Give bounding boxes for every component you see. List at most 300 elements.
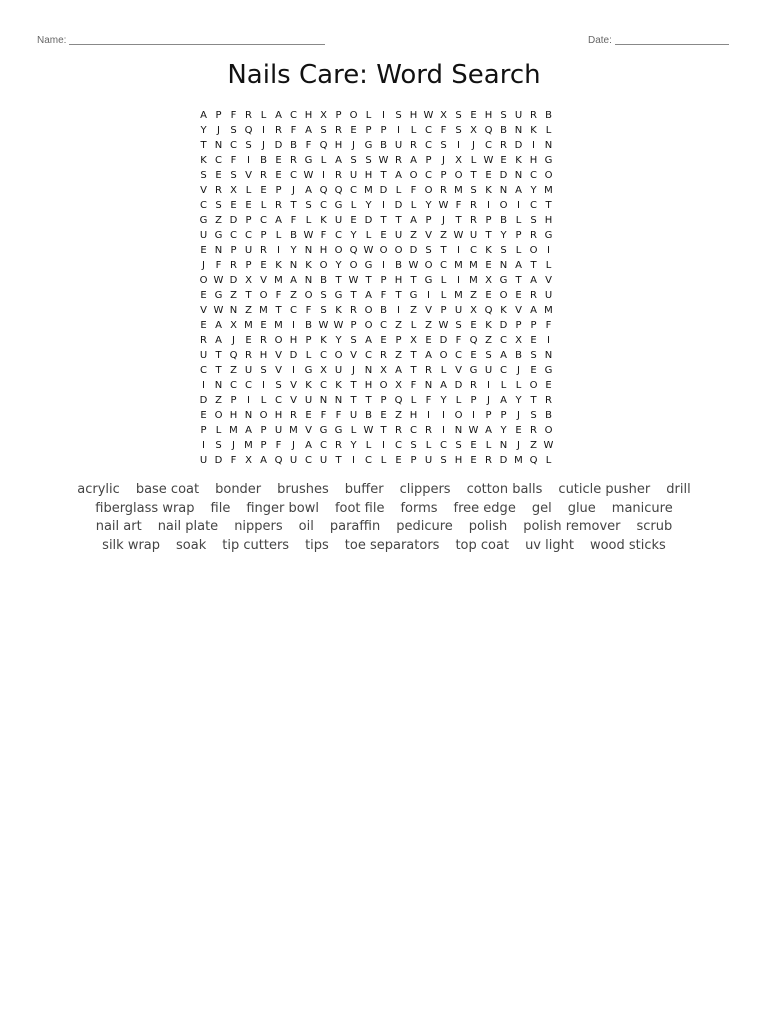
grid-letter: C — [245, 380, 252, 391]
grid-letter: J — [472, 140, 475, 151]
grid-letter: L — [350, 425, 357, 436]
grid-letter: C — [425, 170, 432, 181]
grid-letter: I — [382, 440, 385, 451]
grid-letter: F — [230, 110, 237, 121]
grid-letter: C — [440, 260, 447, 271]
grid-letter: H — [529, 155, 538, 166]
grid-letter: I — [517, 200, 520, 211]
grid-letter: N — [499, 440, 508, 451]
grid-letter: W — [303, 230, 314, 241]
grid-letter: O — [454, 410, 463, 421]
grid-letter: V — [290, 380, 297, 391]
grid-letter: Y — [530, 185, 537, 196]
word-item: cuticle pusher — [558, 482, 651, 497]
word-item: acrylic — [77, 482, 120, 497]
grid-letter: R — [425, 425, 432, 436]
grid-letter: P — [515, 320, 522, 331]
grid-letter: L — [440, 275, 447, 286]
grid-letter: U — [319, 455, 328, 466]
grid-letter: E — [215, 170, 222, 181]
name-field[interactable] — [37, 35, 325, 46]
grid-letter: U — [544, 290, 553, 301]
grid-letter: P — [485, 215, 492, 226]
grid-letter: L — [470, 155, 477, 166]
grid-letter: N — [544, 140, 553, 151]
grid-letter: R — [440, 185, 447, 196]
grid-letter: I — [202, 440, 205, 451]
grid-letter: O — [334, 350, 343, 361]
grid-letter: P — [470, 395, 477, 406]
grid-letter: C — [230, 230, 237, 241]
grid-letter: R — [530, 290, 537, 301]
grid-letter: P — [440, 170, 447, 181]
grid-letter: D — [364, 215, 373, 226]
word-item: brushes — [277, 482, 329, 497]
grid-letter: L — [545, 260, 552, 271]
grid-letter: S — [455, 125, 462, 136]
grid-letter: R — [410, 140, 417, 151]
grid-letter: C — [215, 155, 222, 166]
grid-letter: A — [335, 155, 342, 166]
grid-letter: X — [320, 365, 327, 376]
grid-letter: H — [409, 110, 418, 121]
grid-letter: C — [290, 110, 297, 121]
grid-letter: P — [230, 395, 237, 406]
grid-row — [196, 108, 556, 123]
word-item: scrub — [636, 519, 673, 534]
grid-letter: T — [440, 245, 447, 256]
grid-letter: K — [485, 185, 492, 196]
grid-letter: U — [274, 425, 283, 436]
grid-letter: M — [544, 305, 553, 316]
grid-letter: R — [545, 395, 552, 406]
grid-letter: N — [214, 245, 223, 256]
grid-letter: R — [350, 305, 357, 316]
date-field[interactable] — [588, 35, 729, 46]
grid-letter: S — [425, 245, 432, 256]
grid-letter: G — [214, 290, 223, 301]
grid-letter: V — [200, 185, 207, 196]
word-item: nail plate — [157, 519, 219, 534]
grid-letter: G — [214, 230, 223, 241]
grid-letter: C — [305, 455, 312, 466]
grid-letter: M — [229, 425, 238, 436]
date-line[interactable] — [615, 44, 729, 45]
grid-letter: C — [230, 140, 237, 151]
grid-letter: Z — [230, 290, 237, 301]
grid-letter: Y — [335, 260, 342, 271]
grid-letter: S — [395, 110, 402, 121]
grid-letter: S — [200, 170, 207, 181]
grid-letter: S — [455, 110, 462, 121]
grid-letter: C — [320, 440, 327, 451]
grid-letter: E — [200, 320, 207, 331]
grid-letter: M — [259, 305, 268, 316]
grid-letter: S — [350, 335, 357, 346]
grid-letter: Y — [425, 200, 432, 211]
grid-letter: Z — [215, 395, 222, 406]
grid-letter: E — [380, 410, 387, 421]
word-line — [40, 518, 728, 537]
grid-letter: R — [470, 200, 477, 211]
grid-letter: L — [410, 125, 417, 136]
word-item: nail art — [95, 519, 142, 534]
grid-letter: K — [530, 125, 537, 136]
grid-letter: I — [427, 410, 430, 421]
grid-letter: N — [514, 170, 523, 181]
grid-letter: E — [305, 410, 312, 421]
grid-row — [196, 288, 556, 303]
grid-letter: E — [260, 185, 267, 196]
grid-letter: O — [379, 245, 388, 256]
grid-letter: M — [244, 320, 253, 331]
grid-letter: U — [199, 230, 208, 241]
grid-letter: I — [442, 425, 445, 436]
grid-letter: I — [247, 155, 250, 166]
grid-letter: T — [410, 365, 417, 376]
grid-letter: A — [500, 395, 507, 406]
grid-letter: K — [320, 335, 327, 346]
grid-letter: E — [245, 335, 252, 346]
word-item: uv light — [525, 537, 574, 553]
grid-letter: P — [260, 425, 267, 436]
date-label: Date: — [588, 35, 612, 46]
grid-letter: B — [320, 275, 327, 286]
grid-letter: O — [529, 245, 538, 256]
grid-letter: Z — [410, 230, 417, 241]
grid-letter: E — [245, 200, 252, 211]
grid-letter: Z — [425, 320, 432, 331]
grid-letter: A — [305, 440, 312, 451]
grid-letter: V — [290, 395, 297, 406]
grid-letter: A — [410, 215, 417, 226]
grid-letter: W — [363, 245, 374, 256]
word-item: tips — [305, 537, 329, 553]
grid-letter: C — [530, 200, 537, 211]
grid-letter: R — [335, 440, 342, 451]
grid-letter: B — [500, 215, 507, 226]
grid-letter: C — [425, 125, 432, 136]
grid-letter: I — [457, 275, 460, 286]
grid-letter: O — [544, 170, 553, 181]
grid-letter: M — [274, 275, 283, 286]
grid-letter: I — [547, 245, 550, 256]
grid-letter: L — [500, 380, 507, 391]
grid-letter: M — [544, 185, 553, 196]
grid-letter: R — [530, 110, 537, 121]
grid-letter: E — [470, 320, 477, 331]
grid-letter: R — [290, 155, 297, 166]
grid-letter: I — [382, 110, 385, 121]
word-item: fiberglass wrap — [95, 500, 195, 516]
grid-letter: R — [530, 230, 537, 241]
grid-letter: W — [483, 155, 494, 166]
grid-letter: H — [319, 245, 328, 256]
grid-letter: F — [380, 290, 387, 301]
grid-letter: U — [334, 215, 343, 226]
grid-letter: S — [530, 350, 537, 361]
grid-letter: O — [454, 170, 463, 181]
grid-row — [196, 318, 556, 333]
grid-letter: D — [214, 455, 223, 466]
grid-letter: Q — [484, 305, 493, 316]
grid-letter: G — [319, 425, 328, 436]
grid-letter: E — [395, 455, 402, 466]
grid-letter: L — [545, 125, 552, 136]
grid-letter: T — [380, 215, 387, 226]
grid-letter: T — [350, 380, 357, 391]
grid-row — [196, 273, 556, 288]
grid-letter: W — [348, 275, 359, 286]
grid-letter: M — [469, 260, 478, 271]
grid-letter: D — [499, 455, 508, 466]
word-item: tip cutters — [222, 537, 290, 553]
grid-letter: Z — [530, 440, 537, 451]
grid-letter: F — [545, 320, 552, 331]
grid-letter: W — [363, 425, 374, 436]
grid-letter: N — [319, 395, 328, 406]
grid-letter: K — [515, 155, 522, 166]
grid-letter: X — [320, 110, 327, 121]
grid-letter: T — [275, 305, 282, 316]
grid-letter: H — [409, 410, 418, 421]
grid-letter: V — [425, 305, 432, 316]
grid-letter: X — [485, 275, 492, 286]
grid-letter: H — [274, 410, 283, 421]
grid-letter: K — [305, 260, 312, 271]
grid-letter: Z — [410, 305, 417, 316]
grid-letter: Y — [440, 395, 447, 406]
grid-letter: L — [440, 365, 447, 376]
word-item: oil — [298, 519, 314, 534]
grid-row — [196, 348, 556, 363]
grid-letter: R — [200, 335, 207, 346]
grid-row — [196, 303, 556, 318]
grid-letter: S — [500, 110, 507, 121]
grid-row — [196, 423, 556, 438]
grid-letter: Z — [485, 335, 492, 346]
grid-letter: I — [472, 410, 475, 421]
grid-letter: P — [410, 455, 417, 466]
grid-letter: Z — [290, 290, 297, 301]
grid-letter: H — [364, 380, 373, 391]
grid-letter: H — [259, 350, 268, 361]
grid-letter: B — [305, 320, 312, 331]
grid-letter: B — [545, 410, 552, 421]
grid-letter: Q — [319, 185, 328, 196]
grid-letter: P — [230, 245, 237, 256]
grid-letter: L — [245, 185, 252, 196]
grid-letter: L — [215, 425, 222, 436]
grid-letter: G — [544, 155, 553, 166]
grid-letter: D — [229, 215, 238, 226]
grid-letter: A — [515, 260, 522, 271]
grid-letter: I — [382, 260, 385, 271]
grid-row — [196, 258, 556, 273]
grid-letter: W — [333, 320, 344, 331]
grid-letter: A — [500, 350, 507, 361]
grid-letter: R — [245, 110, 252, 121]
grid-letter: P — [380, 395, 387, 406]
grid-letter: P — [530, 320, 537, 331]
grid-letter: T — [350, 290, 357, 301]
grid-letter: L — [260, 395, 267, 406]
grid-letter: G — [364, 140, 373, 151]
grid-letter: X — [245, 455, 252, 466]
grid-letter: W — [453, 230, 464, 241]
grid-letter: W — [303, 170, 314, 181]
grid-letter: L — [260, 200, 267, 211]
grid-letter: V — [260, 275, 267, 286]
grid-letter: X — [230, 320, 237, 331]
grid-letter: N — [304, 245, 313, 256]
grid-letter: X — [395, 380, 402, 391]
grid-letter: Y — [290, 245, 297, 256]
grid-letter: R — [260, 170, 267, 181]
grid-letter: W — [438, 320, 449, 331]
grid-letter: L — [365, 230, 372, 241]
grid-letter: Y — [365, 200, 372, 211]
grid-letter: R — [485, 455, 492, 466]
grid-letter: L — [380, 455, 387, 466]
grid-letter: J — [292, 440, 295, 451]
grid-letter: A — [515, 185, 522, 196]
grid-letter: Z — [245, 305, 252, 316]
grid-letter: A — [530, 275, 537, 286]
grid-letter: G — [304, 365, 313, 376]
grid-letter: G — [469, 365, 478, 376]
grid-letter: I — [547, 335, 550, 346]
grid-letter: Q — [349, 245, 358, 256]
grid-letter: O — [499, 200, 508, 211]
grid-letter: Q — [274, 455, 283, 466]
grid-letter: J — [202, 260, 205, 271]
grid-letter: M — [364, 185, 373, 196]
grid-letter: J — [517, 365, 520, 376]
grid-letter: F — [230, 155, 237, 166]
grid-letter: L — [350, 200, 357, 211]
grid-letter: T — [470, 170, 477, 181]
grid-letter: Q — [469, 335, 478, 346]
grid-letter: D — [394, 200, 403, 211]
word-item: pedicure — [396, 519, 453, 534]
grid-letter: E — [515, 290, 522, 301]
grid-letter: D — [514, 140, 523, 151]
grid-letter: Y — [515, 395, 522, 406]
grid-letter: I — [442, 410, 445, 421]
grid-letter: G — [334, 425, 343, 436]
grid-letter: B — [260, 155, 267, 166]
name-line[interactable] — [69, 44, 325, 45]
grid-letter: T — [215, 350, 222, 361]
grid-letter: Q — [319, 140, 328, 151]
grid-letter: I — [382, 200, 385, 211]
grid-letter: P — [350, 320, 357, 331]
grid-letter: L — [410, 200, 417, 211]
grid-letter: X — [470, 305, 477, 316]
grid-letter: O — [424, 185, 433, 196]
grid-letter: L — [440, 290, 447, 301]
grid-letter: J — [442, 215, 445, 226]
grid-letter: C — [530, 170, 537, 181]
grid-letter: C — [395, 440, 402, 451]
word-item: soak — [176, 537, 207, 553]
grid-letter: E — [380, 335, 387, 346]
grid-letter: O — [499, 290, 508, 301]
grid-letter: R — [395, 155, 402, 166]
grid-letter: E — [530, 335, 537, 346]
grid-letter: P — [245, 260, 252, 271]
grid-letter: B — [515, 350, 522, 361]
grid-letter: O — [214, 410, 223, 421]
word-line — [40, 481, 728, 500]
grid-letter: O — [259, 410, 268, 421]
grid-letter: L — [515, 380, 522, 391]
grid-letter: U — [394, 140, 403, 151]
grid-letter: A — [485, 425, 492, 436]
grid-letter: R — [500, 140, 507, 151]
grid-letter: L — [410, 320, 417, 331]
grid-letter: P — [215, 110, 222, 121]
grid-letter: A — [290, 275, 297, 286]
grid-letter: D — [499, 170, 508, 181]
grid-letter: Q — [394, 395, 403, 406]
grid-letter: E — [260, 320, 267, 331]
grid-letter: L — [395, 185, 402, 196]
grid-letter: Z — [395, 320, 402, 331]
grid-letter: K — [275, 260, 282, 271]
grid-letter: D — [409, 245, 418, 256]
grid-letter: J — [442, 155, 445, 166]
grid-letter: X — [455, 155, 462, 166]
grid-letter: T — [290, 200, 297, 211]
grid-letter: P — [335, 110, 342, 121]
grid-letter: D — [289, 350, 298, 361]
grid-letter: L — [515, 245, 522, 256]
grid-letter: P — [425, 155, 432, 166]
grid-letter: X — [515, 335, 522, 346]
grid-letter: F — [275, 440, 282, 451]
grid-letter: I — [352, 455, 355, 466]
word-item: polish remover — [523, 519, 621, 534]
grid-letter: E — [380, 230, 387, 241]
grid-letter: O — [394, 245, 403, 256]
word-item: forms — [400, 500, 438, 516]
grid-letter: R — [215, 185, 222, 196]
grid-letter: E — [425, 335, 432, 346]
grid-letter: R — [275, 125, 282, 136]
grid-letter: C — [380, 320, 387, 331]
grid-letter: I — [202, 380, 205, 391]
grid-letter: P — [380, 125, 387, 136]
grid-letter: E — [260, 260, 267, 271]
grid-letter: H — [304, 110, 313, 121]
grid-letter: K — [305, 380, 312, 391]
word-line — [40, 537, 728, 556]
grid-letter: F — [320, 410, 327, 421]
grid-letter: A — [305, 125, 312, 136]
grid-letter: S — [455, 320, 462, 331]
grid-letter: A — [395, 170, 402, 181]
grid-letter: F — [290, 215, 297, 226]
grid-letter: J — [262, 140, 265, 151]
name-label: Name: — [37, 35, 67, 46]
grid-letter: R — [290, 410, 297, 421]
grid-letter: A — [215, 335, 222, 346]
grid-letter: M — [514, 455, 523, 466]
grid-letter: T — [200, 140, 207, 151]
grid-row — [196, 213, 556, 228]
